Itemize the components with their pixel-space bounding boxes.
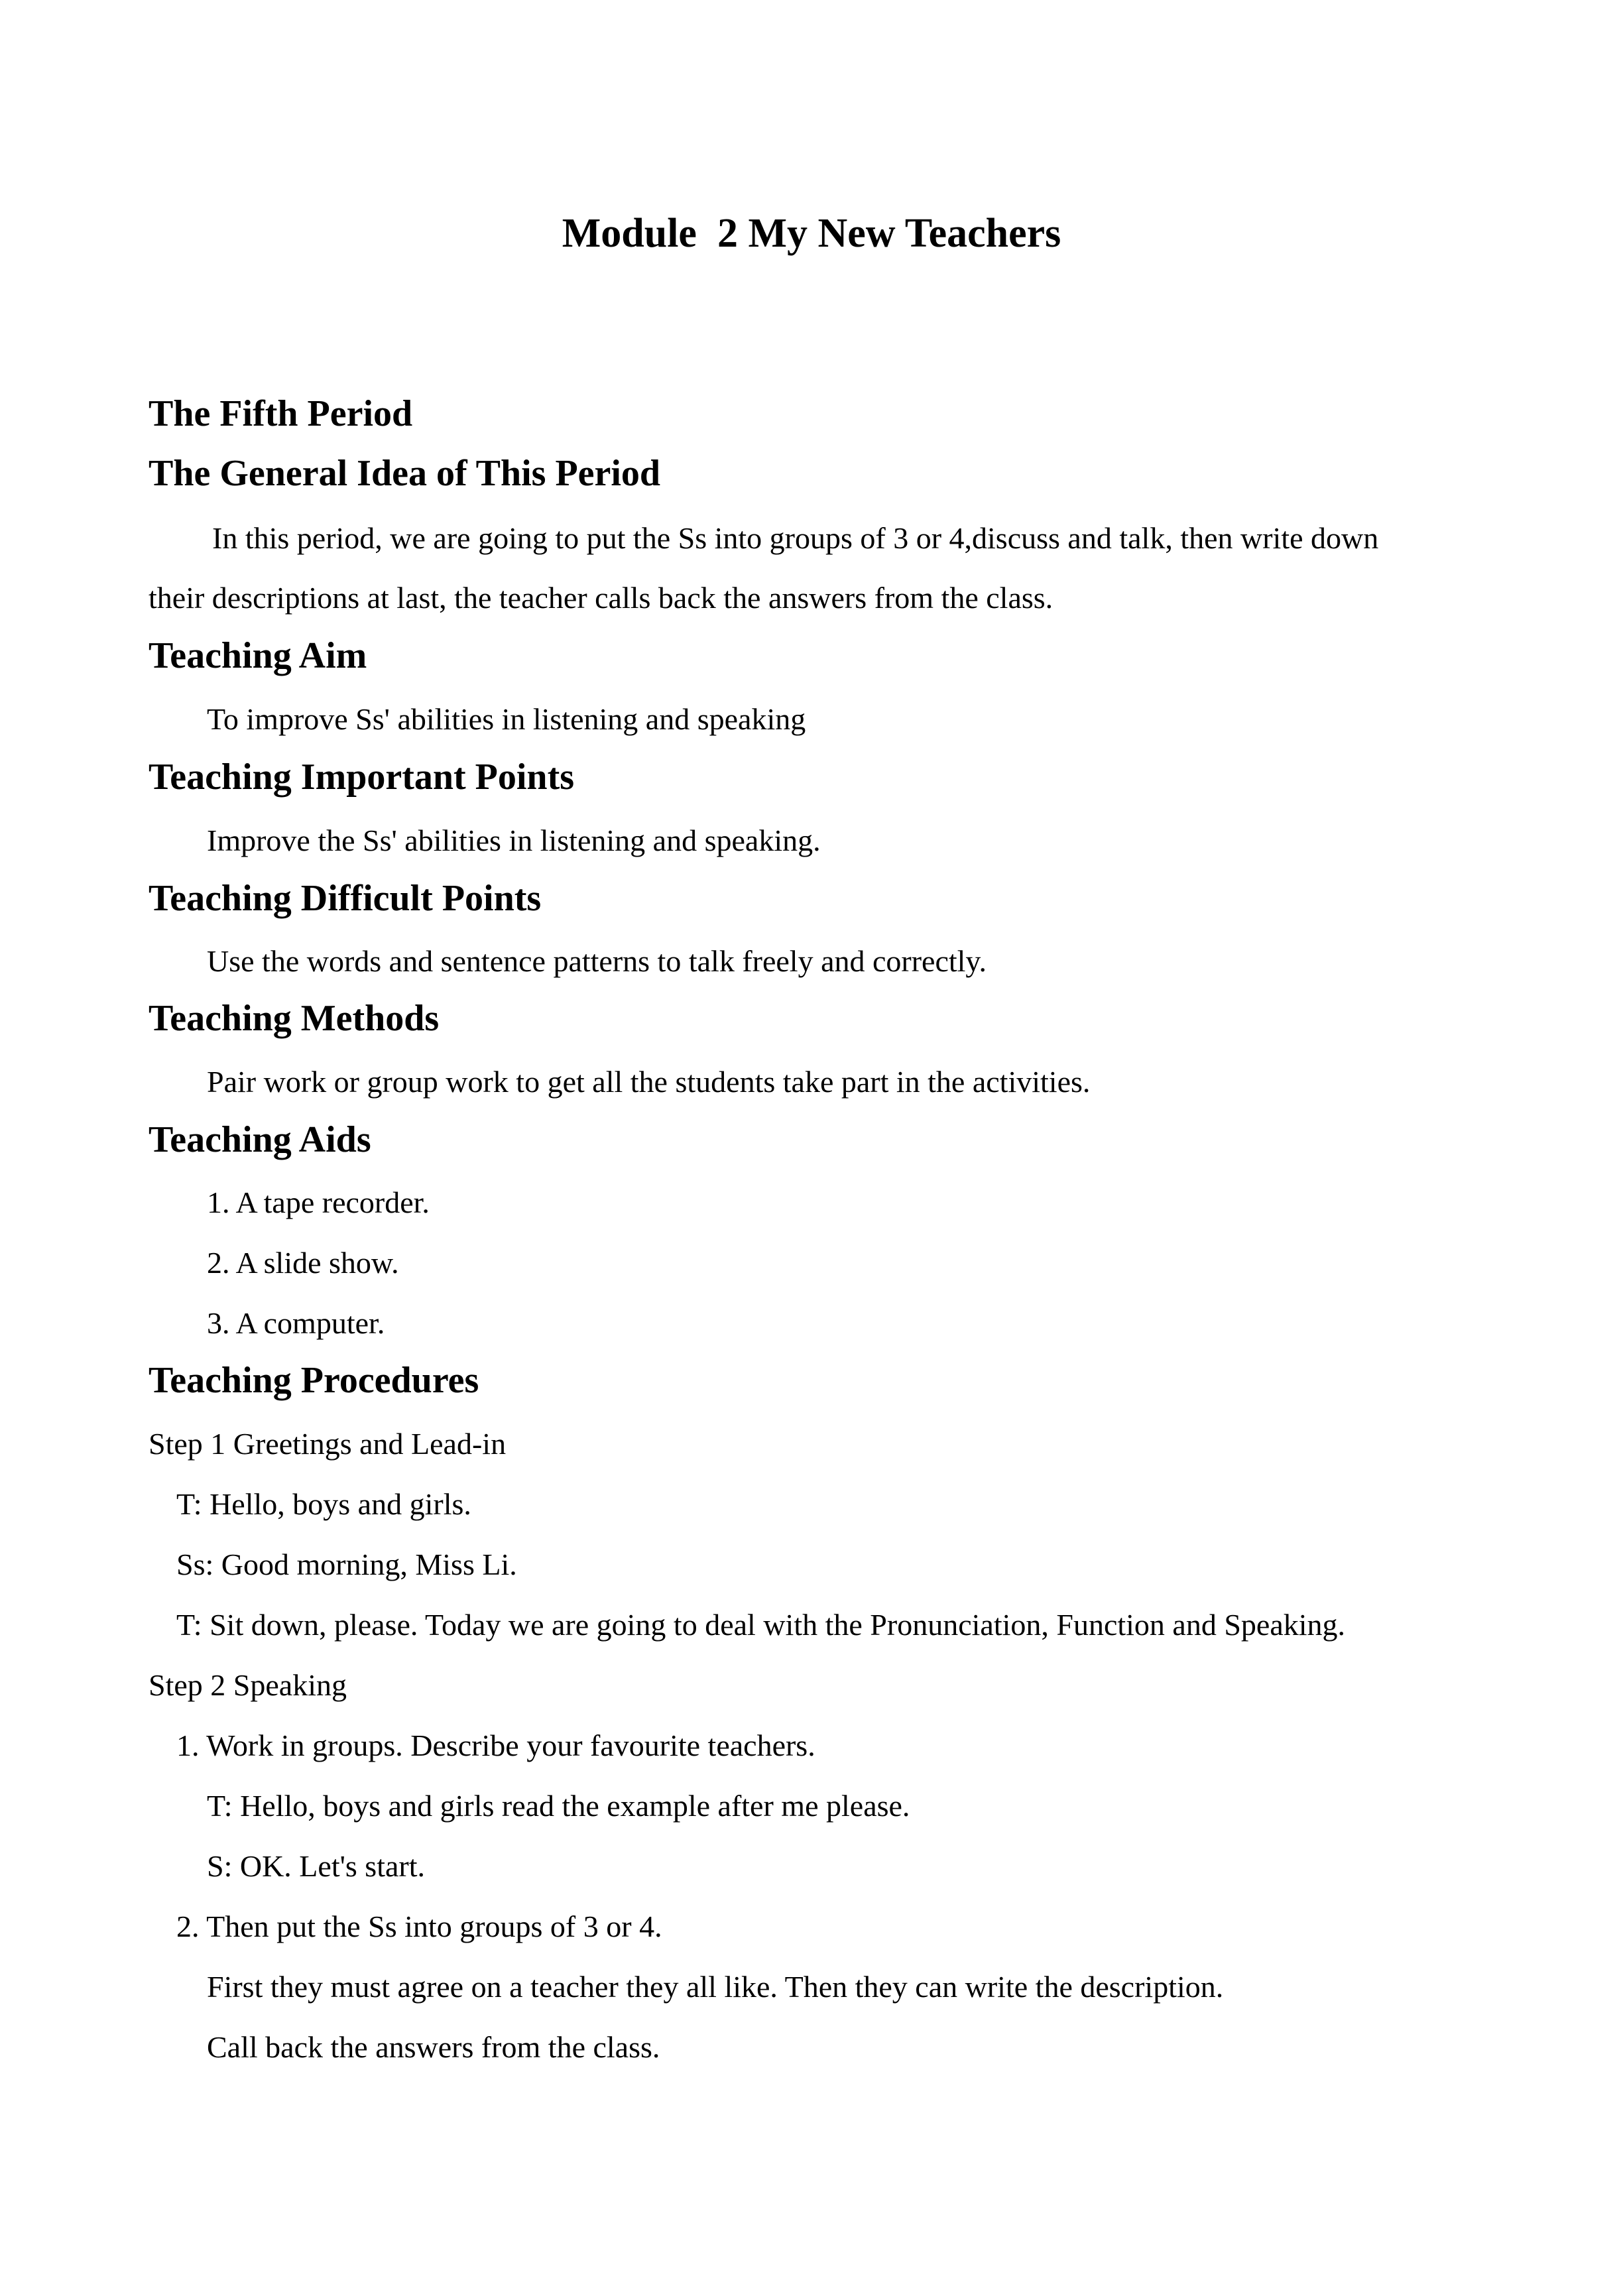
step-2-item-1-line-2: S: OK. Let's start.	[207, 1849, 425, 1883]
step-1-label: Step 1 Greetings and Lead-in	[149, 1427, 507, 1461]
heading-teaching-aids: Teaching Aids	[149, 1119, 371, 1160]
aid-item-2: 2. A slide show.	[207, 1246, 399, 1280]
step-2-item-2: 2. Then put the Ss into groups of 3 or 4.	[176, 1909, 662, 1943]
heading-difficult-points: Teaching Difficult Points	[149, 878, 542, 919]
heading-teaching-aim: Teaching Aim	[149, 635, 367, 676]
heading-teaching-procedures: Teaching Procedures	[149, 1360, 479, 1401]
step-2-label: Step 2 Speaking	[149, 1668, 347, 1702]
page-title: Module 2 My New Teachers	[562, 211, 1061, 256]
step-2-item-2-line-2: Call back the answers from the class.	[207, 2030, 660, 2064]
general-idea-line-1: In this period, we are going to put the Ss into groups of 3 or 4,discuss and talk, then write down	[212, 521, 1379, 555]
heading-teaching-methods: Teaching Methods	[149, 998, 440, 1039]
step-1-line-1: T: Hello, boys and girls.	[176, 1487, 471, 1521]
step-1-line-2: Ss: Good morning, Miss Li.	[176, 1547, 517, 1581]
step-2-item-1: 1. Work in groups. Describe your favourite teachers.	[176, 1728, 815, 1762]
important-points-text: Improve the Ss' abilities in listening and speaking.	[207, 823, 821, 857]
step-1-line-3: T: Sit down, please. Today we are going to deal with the Pronunciation, Function and Speaking.	[176, 1608, 1346, 1642]
general-idea-line-2: their descriptions at last, the teacher calls back the answers from the class.	[149, 581, 1053, 615]
step-2-item-2-line-1: First they must agree on a teacher they all like. Then they can write the description.	[207, 1970, 1224, 2004]
aid-item-1: 1. A tape recorder.	[207, 1185, 430, 1219]
heading-fifth-period: The Fifth Period	[149, 393, 413, 434]
teaching-aim-text: To improve Ss' abilities in listening and speaking	[207, 702, 806, 736]
heading-general-idea: The General Idea of This Period	[149, 453, 661, 494]
teaching-methods-text: Pair work or group work to get all the students take part in the activities.	[207, 1065, 1091, 1099]
difficult-points-text: Use the words and sentence patterns to talk freely and correctly.	[207, 944, 987, 978]
step-2-item-1-line-1: T: Hello, boys and girls read the example after me please.	[207, 1789, 910, 1823]
aid-item-3: 3. A computer.	[207, 1306, 385, 1340]
heading-important-points: Teaching Important Points	[149, 756, 575, 798]
